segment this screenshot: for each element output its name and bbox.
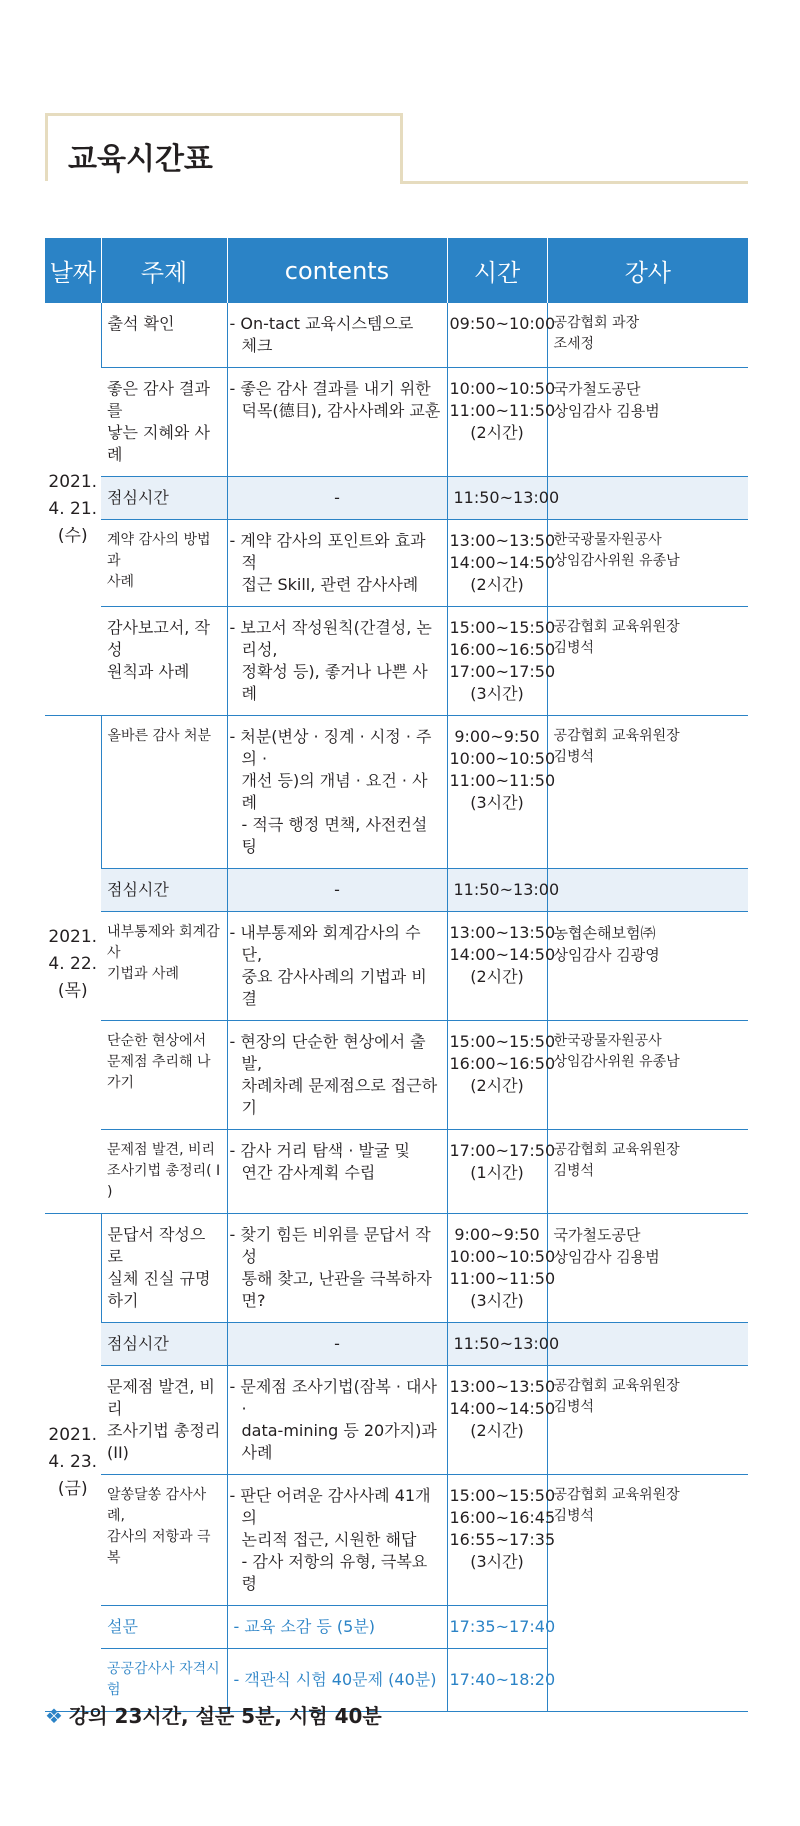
time-cell: 9:00~9:50 10:00~10:50 11:00~11:50 (3시간) bbox=[447, 1214, 547, 1323]
instructor-cell: 한국광물자원공사 상임감사위원 유종남 bbox=[547, 520, 748, 607]
date-cell: 2021. 4. 21. (수) bbox=[45, 303, 101, 716]
contents-cell: - 교육 소감 등 (5분) bbox=[227, 1606, 447, 1649]
time-cell: 13:00~13:50 14:00~14:50 (2시간) bbox=[447, 520, 547, 607]
table-header-row bbox=[45, 238, 748, 303]
contents-cell: - 객관식 시험 40문제 (40분) bbox=[227, 1649, 447, 1712]
time-cell: 15:00~15:50 16:00~16:45 16:55~17:35 (3시간) bbox=[447, 1475, 547, 1606]
time-cell: 11:50~13:00 bbox=[447, 477, 547, 520]
topic-cell: 문제점 발견, 비리 조사기법 총정리( I ) bbox=[101, 1130, 227, 1214]
topic-cell: 문답서 작성으로 실체 진실 규명하기 bbox=[101, 1214, 227, 1323]
time-cell: 9:00~9:50 10:00~10:50 11:00~11:50 (3시간) bbox=[447, 716, 547, 869]
contents-cell: - 보고서 작성원칙(간결성, 논리성, 정확성 등), 좋거나 나쁜 사례 bbox=[227, 607, 447, 716]
diamond-bullet-icon: ❖ bbox=[45, 1704, 63, 1728]
topic-cell: 출석 확인 bbox=[101, 303, 227, 368]
table-row bbox=[45, 1214, 748, 1323]
time-cell: 11:50~13:00 bbox=[447, 869, 547, 912]
instructor-cell: 공감협회 교육위원장 김병석 bbox=[547, 607, 748, 716]
topic-cell: 점심시간 bbox=[101, 869, 227, 912]
time-cell: 09:50~10:00 bbox=[447, 303, 547, 368]
time-cell: 11:50~13:00 bbox=[447, 1323, 547, 1366]
time-cell: 17:35~17:40 bbox=[447, 1606, 547, 1649]
topic-cell: 좋은 감사 결과를 낳는 지혜와 사례 bbox=[101, 368, 227, 477]
instructor-cell bbox=[547, 1323, 748, 1366]
instructor-cell: 한국광물자원공사 상임감사위원 유종남 bbox=[547, 1021, 748, 1130]
topic-cell: 계약 감사의 방법과 사례 bbox=[101, 520, 227, 607]
instructor-cell: 공감협회 교육위원장 김병석 bbox=[547, 1366, 748, 1475]
contents-cell: - 현장의 단순한 현상에서 출발, 차례차례 문제점으로 접근하기 bbox=[227, 1021, 447, 1130]
contents-cell: - 문제점 조사기법(잠복 · 대사 · data-mining 등 20가지)과 사례 bbox=[227, 1366, 447, 1475]
topic-cell: 설문 bbox=[101, 1606, 227, 1649]
contents-cell: - 좋은 감사 결과를 내기 위한 덕목(德目), 감사사례와 교훈 bbox=[227, 368, 447, 477]
instructor-cell: 공감협회 교육위원장 김병석 bbox=[547, 1475, 748, 1712]
date-cell: 2021. 4. 23. (금) bbox=[45, 1214, 101, 1712]
header-topic: 주제 bbox=[101, 238, 227, 303]
instructor-cell: 공감협회 교육위원장 김병석 bbox=[547, 716, 748, 869]
topic-cell: 알쏭달쏭 감사사례, 감사의 저항과 극복 bbox=[101, 1475, 227, 1606]
topic-cell: 문제점 발견, 비리 조사기법 총정리(II) bbox=[101, 1366, 227, 1475]
table-row bbox=[45, 716, 748, 869]
time-cell: 13:00~13:50 14:00~14:50 (2시간) bbox=[447, 912, 547, 1021]
topic-cell: 점심시간 bbox=[101, 1323, 227, 1366]
time-cell: 15:00~15:50 16:00~16:50 17:00~17:50 (3시간) bbox=[447, 607, 547, 716]
table-row bbox=[45, 1366, 748, 1475]
instructor-cell: 국가철도공단 상임감사 김용범 bbox=[547, 1214, 748, 1323]
header-contents: contents bbox=[227, 238, 447, 303]
summary-text: 강의 23시간, 설문 5분, 시험 40분 bbox=[68, 1704, 382, 1728]
instructor-cell bbox=[547, 477, 748, 520]
contents-cell: - bbox=[227, 1323, 447, 1366]
title-frame-right bbox=[400, 113, 403, 181]
date-cell: 2021. 4. 22. (목) bbox=[45, 716, 101, 1214]
instructor-cell: 공감협회 교육위원장 김병석 bbox=[547, 1130, 748, 1214]
header-instructor: 강사 bbox=[547, 238, 748, 303]
lunch-row bbox=[45, 1323, 748, 1366]
instructor-cell: 공감협회 과장 조세정 bbox=[547, 303, 748, 368]
contents-cell: - 계약 감사의 포인트와 효과적 접근 Skill, 관련 감사사례 bbox=[227, 520, 447, 607]
header-time: 시간 bbox=[447, 238, 547, 303]
contents-cell: - 내부통제와 회계감사의 수단, 중요 감사사례의 기법과 비결 bbox=[227, 912, 447, 1021]
time-cell: 10:00~10:50 11:00~11:50 (2시간) bbox=[447, 368, 547, 477]
schedule-table bbox=[45, 238, 748, 1712]
contents-cell: - 처분(변상 · 징계 · 시정 · 주의 · 개선 등)의 개념 · 요건 · 사례 - 적극 행정 면책, 사전컨설팅 bbox=[227, 716, 447, 869]
table-row bbox=[45, 1130, 748, 1214]
topic-cell: 점심시간 bbox=[101, 477, 227, 520]
page-title: 교육시간표 bbox=[68, 142, 213, 177]
lunch-row bbox=[45, 477, 748, 520]
header-date: 날짜 bbox=[45, 238, 101, 303]
topic-cell: 단순한 현상에서 문제점 추리해 나가기 bbox=[101, 1021, 227, 1130]
table-row bbox=[45, 1021, 748, 1130]
time-cell: 17:40~18:20 bbox=[447, 1649, 547, 1712]
time-cell: 15:00~15:50 16:00~16:50 (2시간) bbox=[447, 1021, 547, 1130]
table-row bbox=[45, 1475, 748, 1606]
instructor-cell bbox=[547, 869, 748, 912]
table-row bbox=[45, 520, 748, 607]
time-cell: 13:00~13:50 14:00~14:50 (2시간) bbox=[447, 1366, 547, 1475]
contents-cell: - 판단 어려운 감사사례 41개의 논리적 접근, 시원한 해답 - 감사 저항의 유형, 극복요령 bbox=[227, 1475, 447, 1606]
topic-cell: 올바른 감사 처분 bbox=[101, 716, 227, 869]
title-underline bbox=[400, 181, 748, 184]
table-row bbox=[45, 303, 748, 368]
lunch-row bbox=[45, 869, 748, 912]
instructor-cell: 국가철도공단 상임감사 김용범 bbox=[547, 368, 748, 477]
instructor-cell: 농협손해보험㈜ 상임감사 김광영 bbox=[547, 912, 748, 1021]
contents-cell: - 찾기 힘든 비위를 문답서 작성 통해 찾고, 난관을 극복하자면? bbox=[227, 1214, 447, 1323]
topic-cell: 감사보고서, 작성 원칙과 사례 bbox=[101, 607, 227, 716]
topic-cell: 공공감사사 자격시험 bbox=[101, 1649, 227, 1712]
table-row bbox=[45, 607, 748, 716]
contents-cell: - On-tact 교육시스템으로 체크 bbox=[227, 303, 447, 368]
table-row bbox=[45, 912, 748, 1021]
contents-cell: - bbox=[227, 869, 447, 912]
time-cell: 17:00~17:50 (1시간) bbox=[447, 1130, 547, 1214]
topic-cell: 내부통제와 회계감사 기법과 사례 bbox=[101, 912, 227, 1021]
summary-note bbox=[45, 1700, 382, 1729]
table-row bbox=[45, 368, 748, 477]
contents-cell: - 감사 거리 탐색 · 발굴 및 연간 감사계획 수립 bbox=[227, 1130, 447, 1214]
contents-cell: - bbox=[227, 477, 447, 520]
